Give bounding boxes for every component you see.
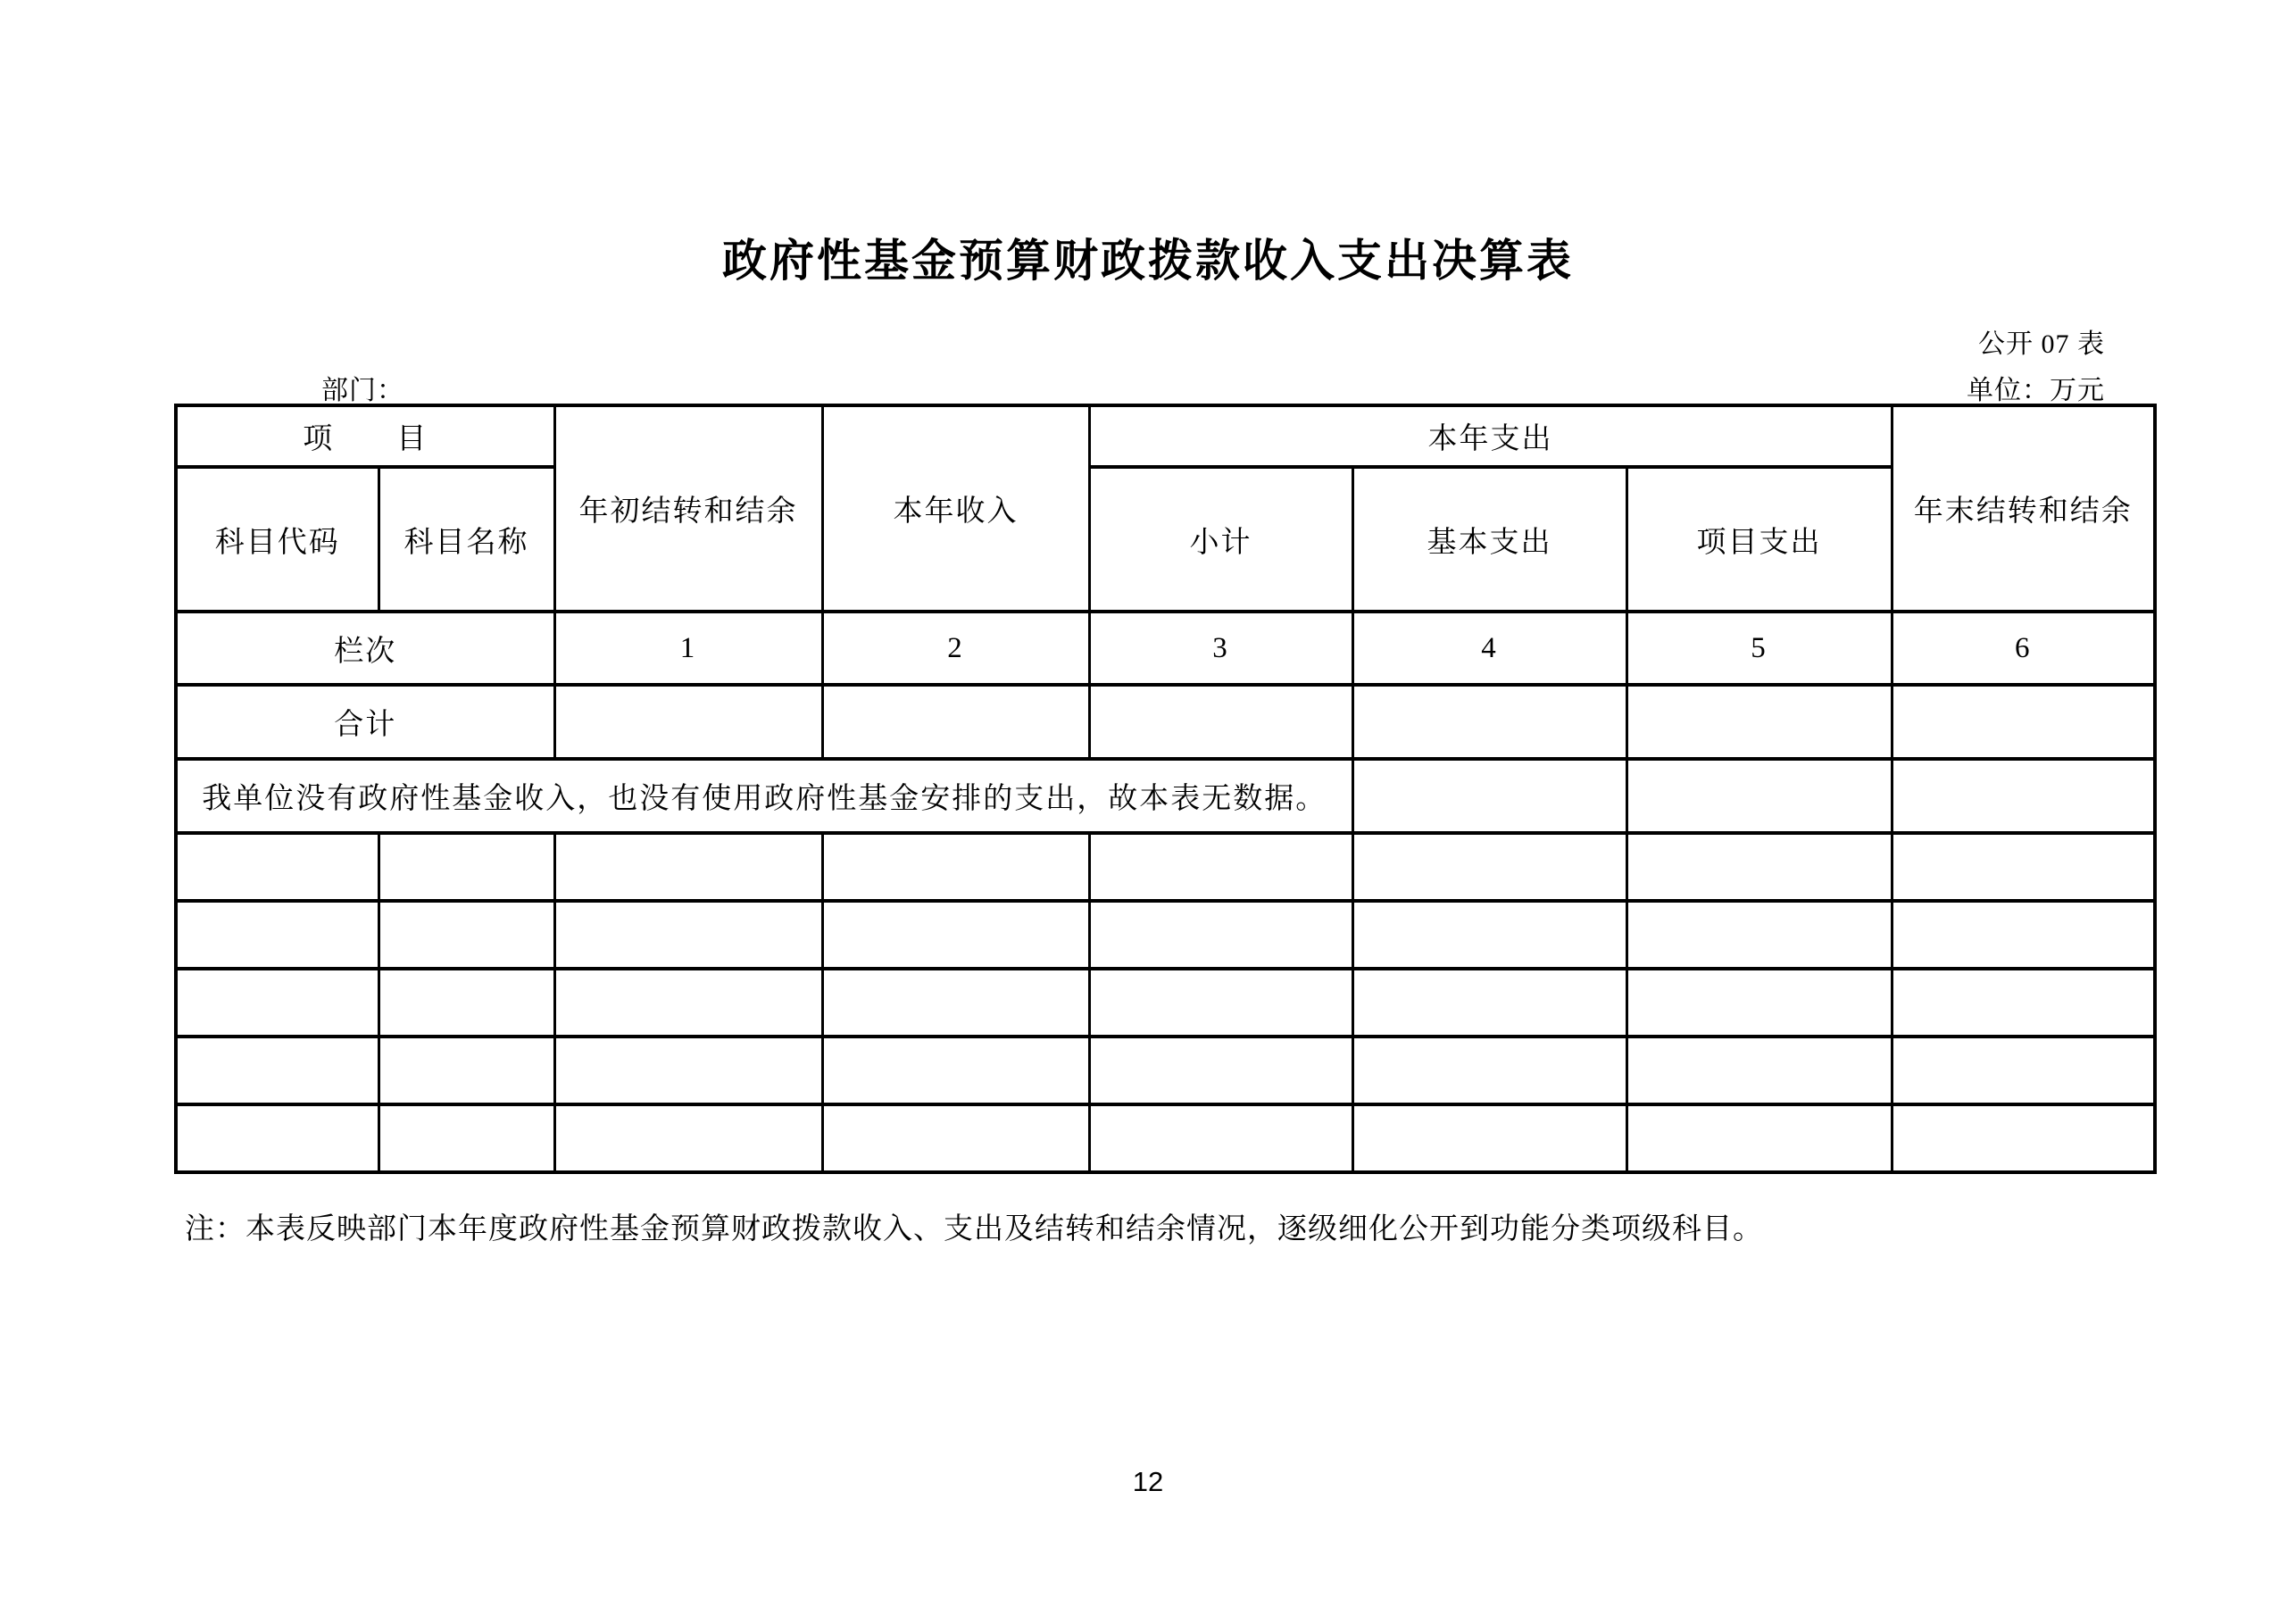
header-subject-name: 科目名称 <box>379 467 554 612</box>
empty-cell <box>822 833 1089 901</box>
header-current-year-income: 本年收入 <box>822 405 1089 612</box>
empty-cell <box>1892 901 2155 969</box>
total-value-cell <box>1089 685 1352 759</box>
empty-cell <box>1352 759 1626 833</box>
empty-cell <box>176 969 379 1037</box>
department-label: 部门： <box>321 376 404 405</box>
header-row-top <box>176 405 2155 467</box>
empty-cell <box>1352 901 1626 969</box>
empty-cell <box>1892 1037 2155 1104</box>
page-title: 政府性基金预算财政拨款收入支出决算表 <box>722 236 1574 286</box>
header-subtotal: 小计 <box>1089 467 1352 612</box>
empty-cell <box>1089 1104 1352 1172</box>
empty-cell <box>176 1037 379 1104</box>
column-index-1: 1 <box>554 612 822 685</box>
empty-cell <box>1626 759 1892 833</box>
header-subject-code: 科目代码 <box>176 467 379 612</box>
empty-cell <box>1626 1104 1892 1172</box>
empty-cell <box>554 1037 822 1104</box>
no-data-statement: 我单位没有政府性基金收入，也没有使用政府性基金安排的支出，故本表无数据。 <box>176 759 1352 833</box>
empty-cell <box>1089 833 1352 901</box>
empty-cell <box>1352 1037 1626 1104</box>
total-value-cell <box>1626 685 1892 759</box>
empty-row <box>176 901 2155 969</box>
unit-label: 单位：万元 <box>1967 376 2105 405</box>
header-basic-expenditure: 基本支出 <box>1352 467 1626 612</box>
empty-cell <box>379 1037 554 1104</box>
column-index-5: 5 <box>1626 612 1892 685</box>
header-year-end-balance: 年末结转和结余 <box>1892 405 2155 612</box>
total-value-cell <box>554 685 822 759</box>
column-index-label: 栏次 <box>176 612 554 685</box>
empty-cell <box>1352 969 1626 1037</box>
empty-cell <box>822 1037 1089 1104</box>
column-index-4: 4 <box>1352 612 1626 685</box>
total-label: 合计 <box>176 685 554 759</box>
empty-cell <box>1892 969 2155 1037</box>
empty-cell <box>1626 833 1892 901</box>
empty-cell <box>1352 833 1626 901</box>
empty-cell <box>1892 1104 2155 1172</box>
empty-cell <box>554 901 822 969</box>
empty-cell <box>1892 759 2155 833</box>
empty-cell <box>822 901 1089 969</box>
column-index-6: 6 <box>1892 612 2155 685</box>
page-number: 12 <box>1132 1466 1164 1497</box>
no-data-row <box>176 759 2155 833</box>
total-row <box>176 685 2155 759</box>
column-index-row <box>176 612 2155 685</box>
empty-cell <box>379 901 554 969</box>
total-value-cell <box>822 685 1089 759</box>
budget-table <box>174 404 2157 1174</box>
empty-row <box>176 969 2155 1037</box>
footnote: 注：本表反映部门本年度政府性基金预算财政拨款收入、支出及结转和结余情况，逐级细化公开到功能分类项级科目。 <box>185 1213 1763 1245</box>
header-beginning-balance: 年初结转和结余 <box>554 405 822 612</box>
empty-cell <box>1892 833 2155 901</box>
column-index-2: 2 <box>822 612 1089 685</box>
empty-cell <box>1352 1104 1626 1172</box>
total-value-cell <box>1892 685 2155 759</box>
empty-cell <box>1089 901 1352 969</box>
empty-cell <box>1089 1037 1352 1104</box>
empty-cell <box>379 833 554 901</box>
empty-cell <box>1626 901 1892 969</box>
empty-cell <box>379 1104 554 1172</box>
header-current-year-expenditure: 本年支出 <box>1089 405 1892 467</box>
empty-row <box>176 833 2155 901</box>
total-value-cell <box>1352 685 1626 759</box>
header-project-group: 项 目 <box>176 405 554 467</box>
empty-cell <box>822 1104 1089 1172</box>
empty-cell <box>1089 969 1352 1037</box>
empty-cell <box>1626 1037 1892 1104</box>
empty-cell <box>554 969 822 1037</box>
empty-row <box>176 1037 2155 1104</box>
empty-cell <box>554 1104 822 1172</box>
header-project-expenditure: 项目支出 <box>1626 467 1892 612</box>
column-index-3: 3 <box>1089 612 1352 685</box>
header-row-bottom <box>176 467 2155 612</box>
empty-row <box>176 1104 2155 1172</box>
empty-cell <box>554 833 822 901</box>
empty-cell <box>379 969 554 1037</box>
empty-cell <box>1626 969 1892 1037</box>
empty-cell <box>176 833 379 901</box>
empty-cell <box>176 901 379 969</box>
public-table-number: 公开 07 表 <box>1978 329 2105 359</box>
empty-cell <box>176 1104 379 1172</box>
empty-cell <box>822 969 1089 1037</box>
